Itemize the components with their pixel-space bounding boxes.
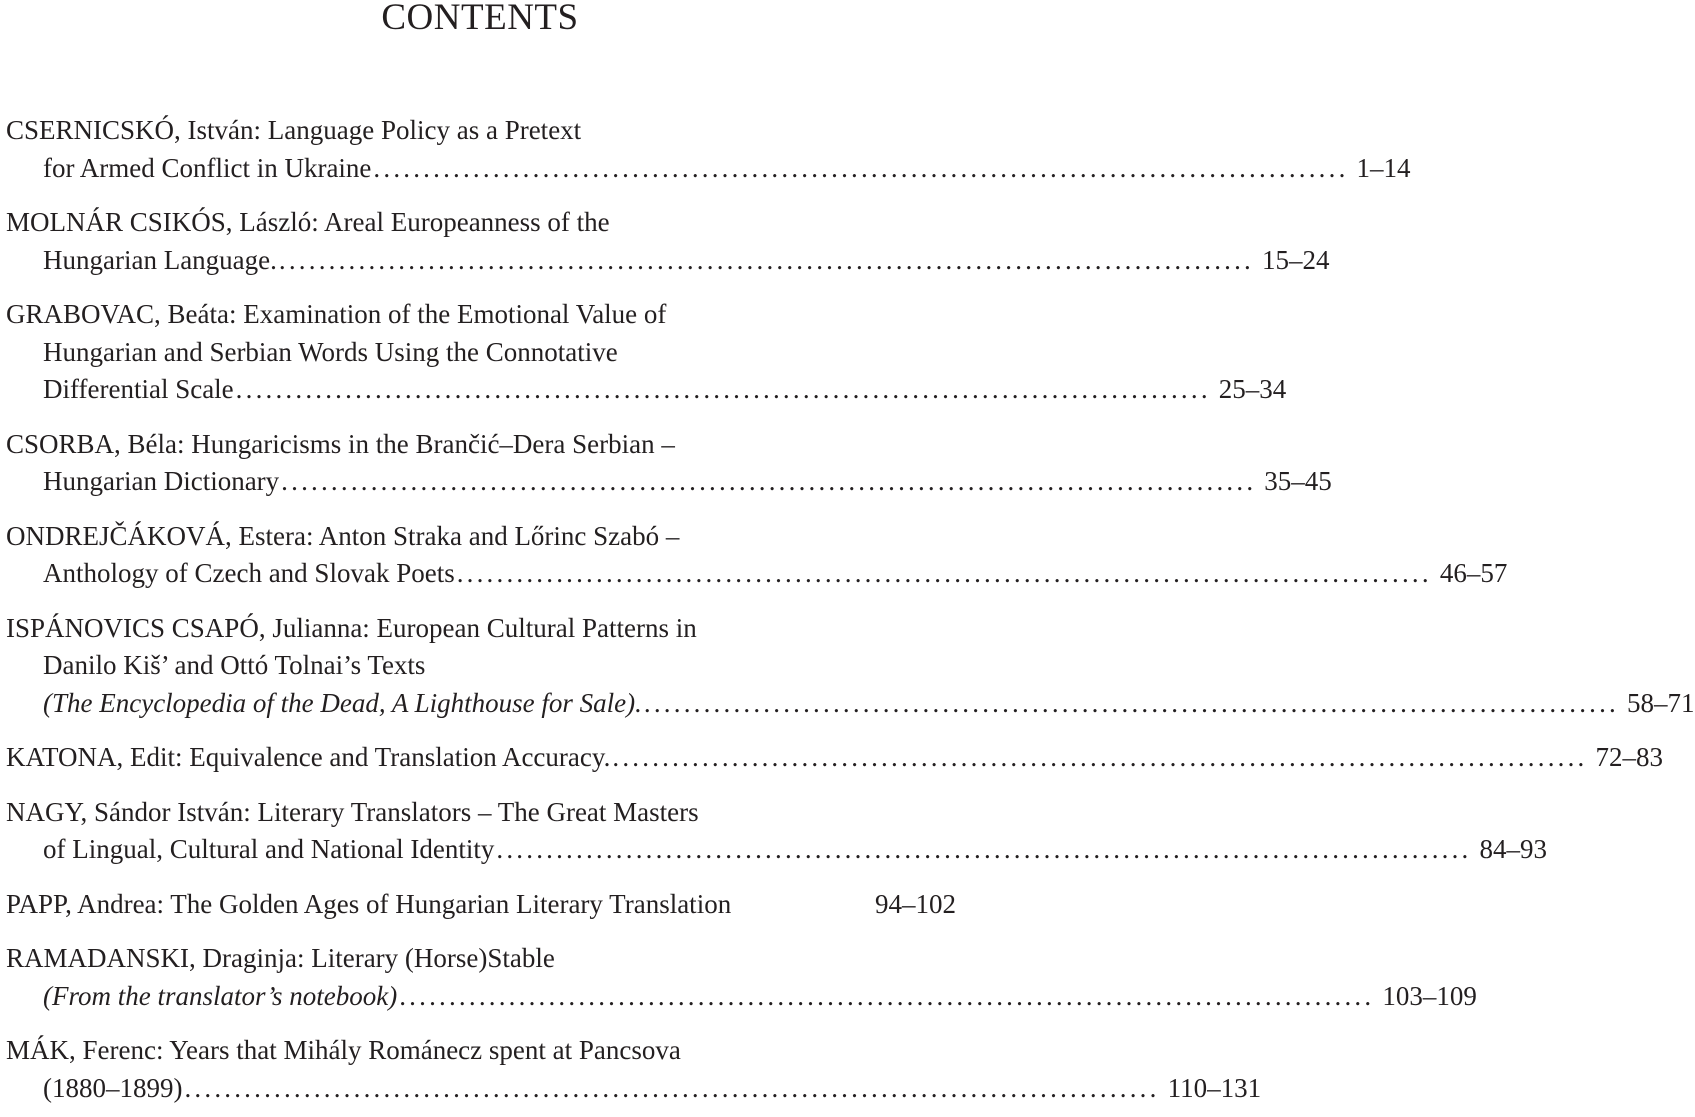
entry-title-line: Hungarian Dictionary: [43, 466, 280, 496]
entry-last-line: [0, 886, 960, 924]
dot-leader: ..................................................................................................: [184, 1072, 1160, 1103]
dot-leader: ..................................................................................................: [373, 152, 1349, 183]
entry-title-line: ONDREJČÁKOVÁ, Estera: Anton Straka and Lőrinc Szabó –: [6, 520, 680, 551]
entry-title-line: Danilo Kiš’ and Ottó Tolnai’s Texts: [43, 650, 426, 680]
entry-last-line: [0, 150, 1411, 188]
entry-title-line: MÁK, Ferenc: Years that Mihály Románecz spent at Pancsova: [6, 1035, 681, 1065]
page-range: 1–14: [1356, 152, 1411, 183]
entry-title-line: (The Encyclopedia of the Dead, A Lighthouse for Sale).: [43, 687, 642, 718]
toc-entry-katona: [0, 739, 1663, 777]
toc-entry-csorba: [0, 426, 1332, 501]
entry-title-line: Hungarian Language.: [43, 244, 277, 275]
entry-title-line: MOLNÁR CSIKÓS, László: Areal Europeanness of the: [6, 207, 610, 237]
dot-leader: ..................................................................................................: [612, 742, 1588, 772]
dot-leader: ..................................................................................................: [399, 980, 1375, 1011]
page-range: 15–24: [1262, 244, 1330, 275]
entry-title-line: RAMADANSKI, Draginja: Literary (Horse)Stable: [6, 943, 555, 973]
entry-title-line: PAPP, Andrea: The Golden Ages of Hungarian Literary Translation: [6, 888, 732, 919]
page-range: 84–93: [1479, 834, 1548, 864]
dot-leader: ..................................................................................................: [456, 558, 1432, 588]
entry-last-line: [0, 555, 1508, 593]
page-range: 25–34: [1218, 374, 1287, 404]
dot-leader: ..................................................................................................: [278, 244, 1255, 275]
toc-entry-nagy: [0, 794, 1548, 869]
entry-last-line: [0, 685, 1695, 723]
page-title: CONTENTS: [381, 0, 579, 38]
table-of-contents: [0, 112, 1695, 1107]
dot-leader: ..................................................................................................: [496, 834, 1472, 864]
entry-title-line: (From the translator’s notebook): [43, 980, 398, 1011]
entry-last-line: [0, 463, 1332, 501]
entry-title-line: Anthology of Czech and Slovak Poets: [43, 558, 455, 588]
entry-last-line: [0, 978, 1477, 1016]
entry-title-line: ISPÁNOVICS CSAPÓ, Julianna: European Cultural Patterns in: [6, 612, 697, 643]
entry-last-line: [0, 739, 1663, 777]
page-range: 94–102: [875, 888, 956, 919]
entry-title-line: CSORBA, Béla: Hungaricisms in the Brančić–Dera Serbian –: [6, 428, 675, 459]
page-range: 35–45: [1264, 466, 1332, 496]
toc-entry-ispanovics-csapo: [0, 610, 1695, 723]
dot-leader: ..................................................................................................: [643, 687, 1620, 718]
entry-last-line: [0, 831, 1548, 869]
page-range: 46–57: [1439, 558, 1508, 588]
entry-title-line: (1880–1899): [43, 1072, 183, 1103]
entry-title-line: Hungarian and Serbian Words Using the Connotative: [43, 336, 618, 367]
entry-last-line: [0, 1070, 1262, 1108]
toc-entry-ramadanski: [0, 940, 1477, 1015]
toc-entry-papp: [0, 886, 960, 924]
toc-entry-grabovac: [0, 296, 1287, 409]
entry-title-line: KATONA, Edit: Equivalence and Translation Accuracy.: [6, 742, 611, 772]
entry-title-line: NAGY, Sándor István: Literary Translators – The Great Masters: [6, 796, 699, 827]
entry-title-line: Differential Scale: [43, 374, 234, 404]
page-range: 103–109: [1382, 980, 1477, 1011]
entry-last-line: [0, 242, 1330, 280]
dot-leader: ..................................................................................................: [281, 466, 1257, 496]
toc-entry-molnar-csikos: [0, 204, 1330, 279]
page-range: 72–83: [1595, 742, 1663, 772]
page-range: 110–131: [1167, 1072, 1262, 1103]
toc-entry-ondrejcakova: [0, 518, 1508, 593]
entry-title-line: GRABOVAC, Beáta: Examination of the Emotional Value of: [6, 299, 667, 329]
dot-leader: ..................................................................................................: [235, 374, 1211, 404]
page-range: 58–71: [1627, 687, 1695, 718]
entry-title-line: of Lingual, Cultural and National Identity: [43, 834, 495, 864]
toc-entry-csernicsko: [0, 112, 1411, 187]
toc-entry-mak: [0, 1032, 1262, 1107]
entry-title-line: CSERNICSKÓ, István: Language Policy as a Pretext: [6, 115, 582, 145]
entry-title-line: for Armed Conflict in Ukraine: [43, 152, 372, 183]
entry-last-line: [0, 371, 1287, 409]
